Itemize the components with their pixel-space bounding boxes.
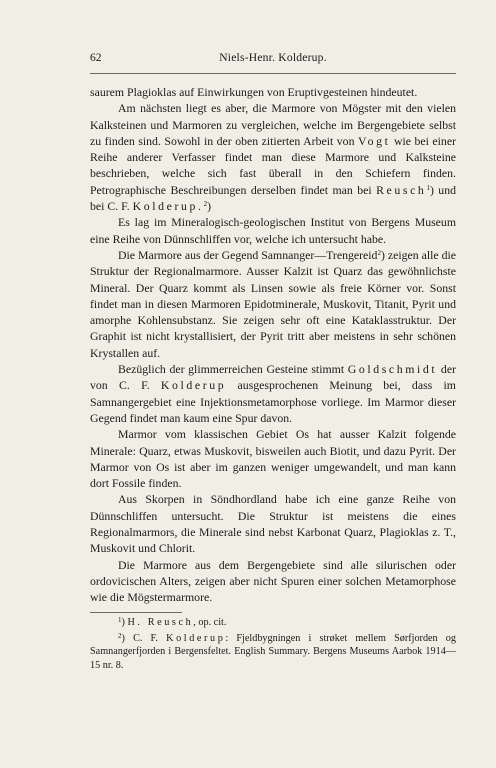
page-header xyxy=(90,51,456,67)
paragraph-5 xyxy=(90,361,456,426)
paragraph-8: Die Marmore aus dem Bergengebiete sind alle silurischen oder ordovicischen Alters, zeigen aber nicht Spuren einer solchen Metamorphose wie die Mögstermarmore. xyxy=(90,557,456,605)
p4-text-b: ) zeigen alle die Struktur der Regionalmarmore. Ausser Kalzit ist Quarz das gewöhnlichste Mineral. Der Quarz kommt als Linsen sowie als freie Körner vor. Sonst findet man in diesen Marmoren Epidotminerale, Muskovit, Titanit, Pyrit und amorphe Kohlensubstanz. Sie zeigen sehr oft eine Kataklasstruktur. Der Graphit ist nicht krystallisiert, der Pyrit tritt aber meistens in sehr schönen Krystallen auf. xyxy=(90,247,457,360)
footnote-2: $^2$) C. F. Kolderup: Fjeldbygningen i strøket mellem Sørfjorden og Samnangerfjorden i Bergensfeltet. English Summary. Bergens Museums Aarbok 1914—15 nr. 8. xyxy=(90,631,456,671)
footnotes xyxy=(90,614,456,672)
p2-text-a: Am nächsten liegt es aber, die Marmore von Mögster mit den vielen Kalksteinen und Marmoren zu vergleichen, welche im Bergengebiete selbst zu finden sind. Sowohl in der oben zitierten Arbeit von xyxy=(90,101,456,148)
footnote-ref-2b: 2 xyxy=(377,248,381,257)
paragraph-4 xyxy=(90,247,456,361)
author-vogt: Vogt xyxy=(357,133,391,148)
footnote-1-number: 1 xyxy=(118,616,122,624)
header-rule xyxy=(90,73,456,74)
footnote-ref-1: 1 xyxy=(426,183,430,192)
p5-text-a: Bezüglich der glimmerreichen Gesteine stimmt xyxy=(118,362,348,377)
author-kolderup-2: Kolderup xyxy=(160,378,227,393)
p4-text-a: Die Marmore aus der Gegend Samnanger—Trengereid xyxy=(118,247,378,262)
author-kolderup: Kolderup. xyxy=(132,199,204,214)
body-text xyxy=(90,84,456,606)
footnote-2-number: 2 xyxy=(118,631,122,640)
paragraph-7: Aus Skorpen in Söndhordland habe ich eine ganze Reihe von Dünnschliffen untersucht. Die Struktur ist meistens die eines Regionalmarmors, die Minerale sind nebst Karbonat Quarz, Plagioklas z. T., Muskovit und Chlorit. xyxy=(90,492,456,556)
paragraph-2 xyxy=(90,100,456,214)
p5-text-c: ausgesprochenen Meinung bei, dass im Samnangergebiet eine Injektionsmetamorphose vorliege. Im Marmor dieser Gegend findet man kaum eine Spur davon. xyxy=(90,378,456,425)
author-reusch: Reusch xyxy=(376,182,427,197)
footnote-2-text: : Fjeldbygningen i strøket mellem Sørfjorden og Samnangerfjorden i Bergensfeltet. English Summary. Bergens Museums Aarbok 1914—15 nr. 8. xyxy=(90,632,456,671)
footnote-1-text: , op. cit. xyxy=(193,617,227,628)
p2-text-b: wie bei einer Reihe anderer Verfasser findet man diese Marmore und Kalksteine beschrieben, welche sich fast überall in den Schiefern finden. Petrographische Beschreibungen derselben findet man bei xyxy=(90,133,457,197)
footnote-1-author: H. Reusch xyxy=(127,617,194,628)
paragraph-1: saurem Plagioklas auf Einwirkungen von Eruptivgesteinen hindeutet. xyxy=(90,85,418,99)
paragraph-6: Marmor vom klassischen Gebiet Os hat ausser Kalzit folgende Minerale: Quarz, etwas Muskovit, bisweilen auch Biotit, und dazu Pyrit. Der Marmor von Os ist aber im ganzen weniger umgewandelt, und man kann dort Fossile finden. xyxy=(90,427,456,491)
running-title: Niels-Henr. Kolderup. xyxy=(219,51,327,64)
page-number: 62 xyxy=(90,51,102,64)
footnote-1: $^1$) H. Reusch, op. cit. xyxy=(118,616,227,628)
p2-text-d: ) xyxy=(207,199,211,214)
footnote-2-pre: C. F. xyxy=(133,632,167,644)
footnote-ref-2: 2 xyxy=(203,200,208,209)
p5-text-b: der von C. F. xyxy=(90,362,456,393)
paragraph-3: Es lag im Mineralogisch-geologischen Institut von Bergens Museum eine Reihe von Dünnschliffen vor, welche ich untersucht habe. xyxy=(90,215,456,246)
footnote-rule xyxy=(90,612,182,613)
p2-text-c: ) und bei C. F. xyxy=(90,182,457,214)
footnote-2-author: Kolderup xyxy=(166,632,226,644)
author-goldschmidt: Goldschmidt xyxy=(347,362,438,377)
